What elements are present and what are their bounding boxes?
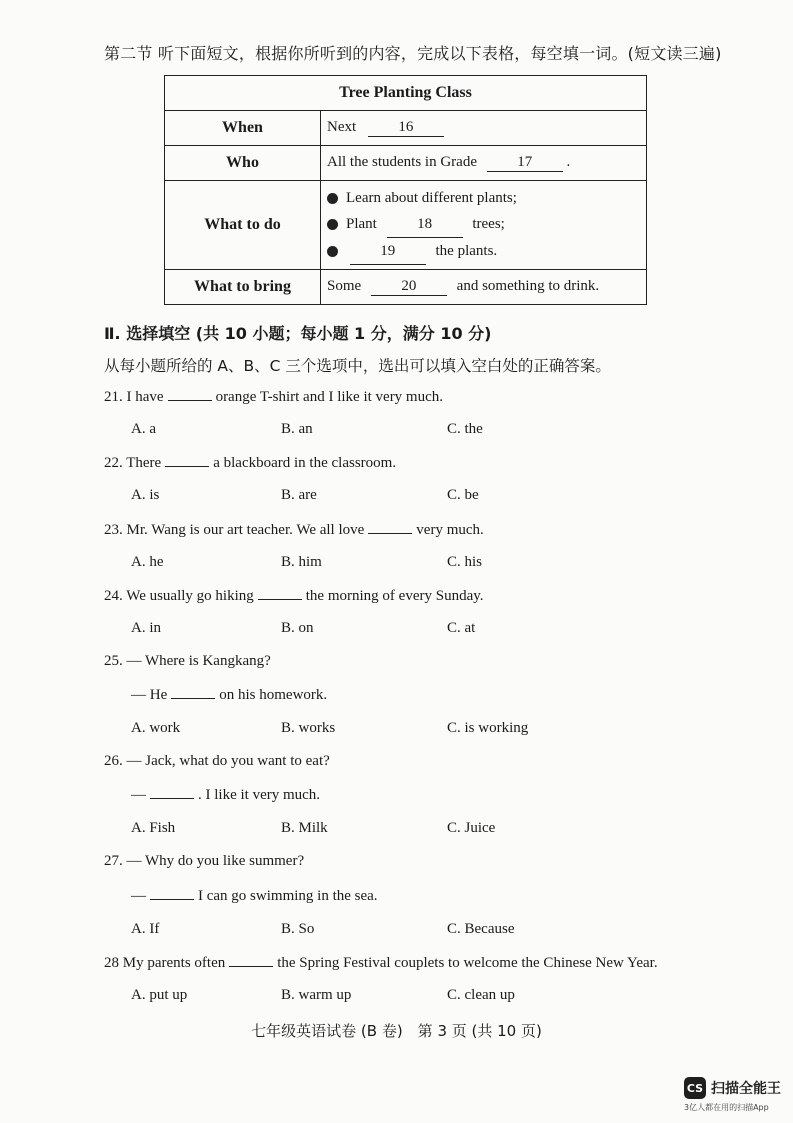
bullet-icon — [327, 246, 338, 257]
question-24: 24. We usually go hiking the morning of every Sunday. — [104, 588, 484, 604]
blank-19: 19 — [350, 238, 426, 265]
option-b: B. on — [281, 620, 314, 636]
when-prefix: Next — [327, 119, 357, 135]
question-25-answer-line: — He on his homework. — [131, 687, 328, 703]
option-a: A. he — [131, 554, 164, 570]
blank-16: 16 — [368, 119, 444, 137]
option-a: A. If — [131, 921, 160, 937]
question-25: 25. — Where is Kangkang? — [104, 653, 271, 669]
option-b: B. are — [281, 487, 317, 503]
option-b: B. him — [281, 554, 322, 570]
question-22: 22. There a blackboard in the classroom. — [104, 455, 397, 471]
part2-instruction: 从每小题所给的 A、B、C 三个选项中，选出可以填入空白处的正确答案。 — [104, 357, 611, 375]
row-value-bring — [321, 270, 647, 305]
bullet-icon — [327, 219, 338, 230]
row-value-who — [321, 146, 647, 181]
section-title: 第二节 听下面短文，根据你所听到的内容，完成以下表格，每空填一词。(短文读三遍) — [104, 44, 722, 63]
option-c: C. be — [447, 487, 479, 503]
option-c: C. is working — [447, 720, 529, 736]
option-a: A. work — [131, 720, 181, 736]
who-suffix: . — [566, 154, 571, 170]
blank-20: 20 — [371, 278, 447, 296]
row-value-when — [321, 111, 647, 146]
option-b: B. works — [281, 720, 336, 736]
scanner-app-name: 扫描全能王 — [711, 1081, 781, 1097]
row-label-todo: What to do — [165, 181, 321, 270]
bullet-icon — [327, 193, 338, 204]
option-c: C. clean up — [447, 987, 515, 1003]
option-c: C. his — [447, 554, 483, 570]
bring-suffix: and something to drink. — [456, 278, 600, 294]
option-b: B. warm up — [281, 987, 352, 1003]
option-a: A. Fish — [131, 820, 176, 836]
question-28: 28 My parents often the Spring Festival couplets to welcome the Chinese New Year. — [104, 955, 658, 971]
row-value-todo — [321, 181, 647, 270]
row-label-bring: What to bring — [165, 270, 321, 305]
option-b: B. Milk — [281, 820, 328, 836]
option-a: A. put up — [131, 987, 188, 1003]
todo-line-1: Learn about different plants; — [327, 185, 640, 211]
option-a: A. a — [131, 421, 156, 437]
blank-17: 17 — [487, 154, 563, 172]
question-23: 23. Mr. Wang is our art teacher. We all love very much. — [104, 522, 484, 538]
blank-18: 18 — [387, 211, 463, 238]
scanner-watermark — [684, 1077, 781, 1099]
table-title: Tree Planting Class — [165, 76, 647, 111]
bring-prefix: Some — [327, 278, 362, 294]
option-a: A. is — [131, 487, 160, 503]
camscanner-logo-icon: CS — [684, 1077, 706, 1099]
tree-planting-table — [164, 75, 647, 305]
row-label-when: When — [165, 111, 321, 146]
option-c: C. at — [447, 620, 476, 636]
option-c: C. Juice — [447, 820, 496, 836]
question-21: 21. I have orange T-shirt and I like it very much. — [104, 389, 444, 405]
option-c: C. the — [447, 421, 483, 437]
row-label-who: Who — [165, 146, 321, 181]
question-26-answer-line: — . I like it very much. — [131, 787, 321, 803]
option-b: B. an — [281, 421, 313, 437]
question-27: 27. — Why do you like summer? — [104, 853, 305, 869]
part2-heading: Ⅱ. 选择填空 (共 10 小题；每小题 1 分，满分 10 分) — [104, 324, 492, 343]
option-a: A. in — [131, 620, 161, 636]
page-footer: 七年级英语试卷 (B 卷) 第 3 页 (共 10 页) — [251, 1022, 542, 1040]
option-b: B. So — [281, 921, 315, 937]
todo-line-3: 19 the plants. — [327, 238, 640, 265]
option-c: C. Because — [447, 921, 515, 937]
question-27-answer-line: — I can go swimming in the sea. — [131, 888, 378, 904]
todo-line-2: Plant 18 trees; — [327, 211, 640, 238]
scanner-tagline: 3亿人都在用的扫描App — [684, 1103, 769, 1112]
who-prefix: All the students in Grade — [327, 154, 477, 170]
question-26: 26. — Jack, what do you want to eat? — [104, 753, 330, 769]
